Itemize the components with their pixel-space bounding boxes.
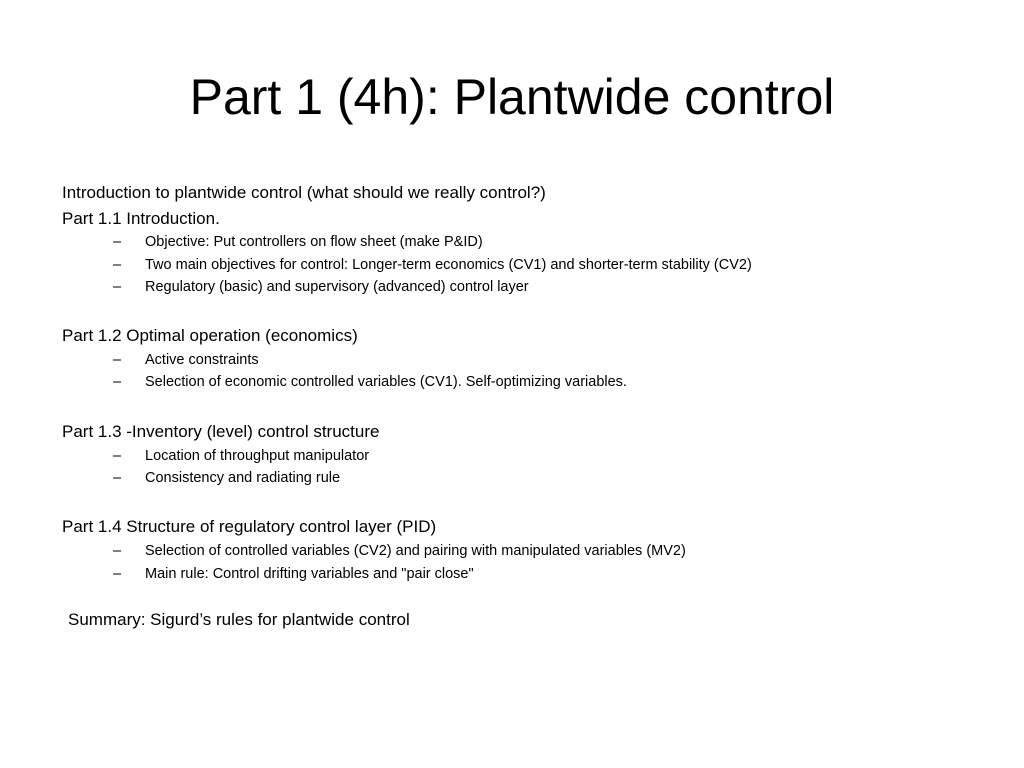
section-1-4-item-1: Selection of controlled variables (CV2) and pairing with manipulated variables (MV2): [145, 543, 686, 559]
bullet-dash: –: [113, 374, 122, 390]
section-1-1-item-2: Two main objectives for control: Longer-term economics (CV1) and shorter-term stability (CV2): [145, 257, 752, 273]
section-heading-1-2: Part 1.2 Optimal operation (economics): [62, 326, 358, 345]
section-heading-1-3: Part 1.3 -Inventory (level) control structure: [62, 422, 380, 441]
section-1-4-item-2: Main rule: Control drifting variables and "pair close": [145, 566, 474, 582]
bullet-dash: –: [113, 470, 122, 486]
slide-title: Part 1 (4h): Plantwide control: [189, 69, 835, 125]
bullet-dash: –: [113, 543, 122, 559]
bullet-dash: –: [113, 234, 122, 250]
bullet-dash: –: [113, 566, 122, 582]
section-1-3-item-1: Location of throughput manipulator: [145, 448, 370, 464]
section-1-2-item-1: Active constraints: [145, 352, 259, 368]
bullet-dash: –: [113, 279, 122, 295]
section-1-1-item-1: Objective: Put controllers on flow sheet (make P&ID): [145, 234, 483, 250]
bullet-dash: –: [113, 352, 122, 368]
bullet-dash: –: [113, 448, 122, 464]
section-1-2-item-2: Selection of economic controlled variables (CV1). Self-optimizing variables.: [145, 374, 627, 390]
bullet-dash: –: [113, 257, 122, 273]
section-heading-1-4: Part 1.4 Structure of regulatory control layer (PID): [62, 517, 437, 536]
summary-line: Summary: Sigurd’s rules for plantwide control: [68, 610, 410, 629]
intro-line: Introduction to plantwide control (what should we really control?): [62, 183, 546, 202]
section-1-3-item-2: Consistency and radiating rule: [145, 470, 341, 486]
section-1-1-item-3: Regulatory (basic) and supervisory (advanced) control layer: [145, 279, 529, 295]
section-heading-1-1: Part 1.1 Introduction.: [62, 209, 220, 228]
